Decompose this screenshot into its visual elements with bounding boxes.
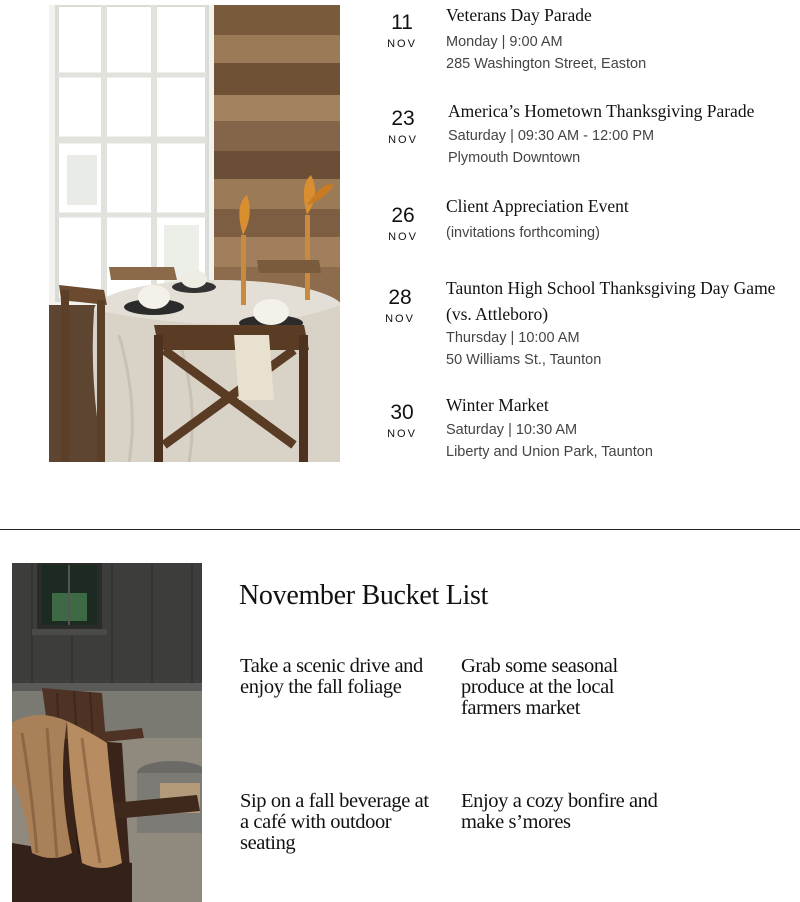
event-month: NOV <box>385 313 415 325</box>
event-month: NOV <box>388 231 418 243</box>
event-time: Monday | 9:00 AM <box>446 34 563 50</box>
bucket-item-farmers-market: Grab some seasonal produce at the local farmers market <box>461 655 618 719</box>
event-date <box>381 106 425 146</box>
event-note: (invitations forthcoming) <box>446 225 600 241</box>
event-date <box>381 203 425 243</box>
event-day: 28 <box>388 286 412 309</box>
event-location: 285 Washington Street, Easton <box>446 56 647 72</box>
event-title: America’s Hometown Thanksgiving Parade <box>448 101 755 121</box>
event-time: Thursday | 10:00 AM <box>446 330 580 346</box>
event-month: NOV <box>387 428 417 440</box>
event-location: Plymouth Downtown <box>448 150 581 166</box>
event-date <box>380 10 424 50</box>
event-title: Winter Market <box>446 395 549 415</box>
event-day: 11 <box>391 11 413 34</box>
event-location: Liberty and Union Park, Taunton <box>446 444 653 460</box>
event-title: Client Appreciation Event <box>446 196 629 216</box>
event-title: Taunton High School Thanksgiving Day Game (vs. Attleboro) <box>446 278 776 324</box>
event-time: Saturday | 10:30 AM <box>446 422 578 438</box>
event-date <box>378 285 422 325</box>
section-divider <box>0 529 800 530</box>
bucket-item-fall-beverage: Sip on a fall beverage at a café with outdoor seating <box>240 790 429 854</box>
adirondack-chair-photo <box>12 563 202 902</box>
event-month: NOV <box>387 38 417 50</box>
event-location: 50 Williams St., Taunton <box>446 352 602 368</box>
bucket-item-bonfire: Enjoy a cozy bonfire and make s’mores <box>461 790 658 833</box>
event-day: 26 <box>391 204 415 227</box>
event-day: 30 <box>390 401 414 424</box>
event-date <box>380 400 424 440</box>
bucket-item-scenic-drive: Take a scenic drive and enjoy the fall foliage <box>240 655 423 698</box>
event-day: 23 <box>391 107 415 130</box>
event-title: Veterans Day Parade <box>446 5 592 25</box>
event-month: NOV <box>388 134 418 146</box>
table-setting-photo <box>49 5 340 462</box>
bucket-list-title: November Bucket List <box>239 580 489 611</box>
event-time: Saturday | 09:30 AM - 12:00 PM <box>448 128 655 144</box>
